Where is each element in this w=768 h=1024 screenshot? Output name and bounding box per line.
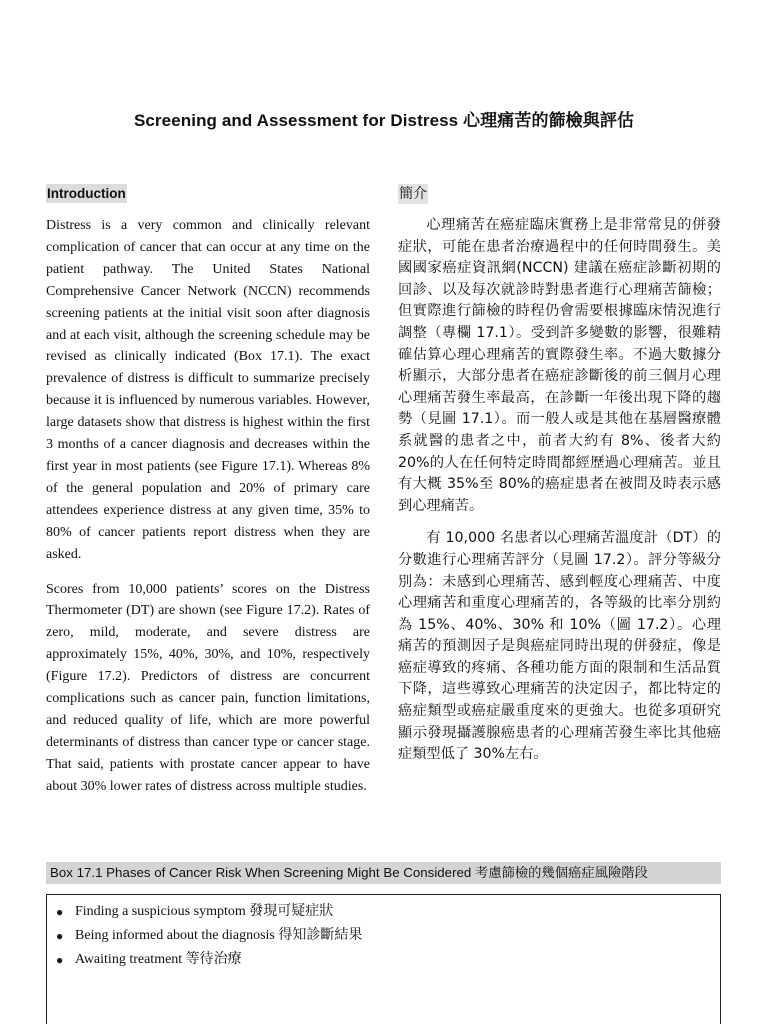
- introduction-heading: Introduction: [47, 186, 126, 201]
- box-item-text: Finding a suspicious symptom 發現可疑症狀: [75, 904, 334, 919]
- bullet-icon: ●: [56, 905, 64, 919]
- chinese-introduction-heading: 簡介: [399, 186, 427, 202]
- box-item-text: Awaiting treatment 等待治療: [75, 952, 242, 967]
- box-list-item: [47, 900, 720, 924]
- english-column: [46, 184, 370, 811]
- chinese-column: [398, 184, 721, 777]
- bullet-icon: ●: [56, 953, 64, 967]
- box-content: [46, 894, 721, 1024]
- bullet-icon: ●: [56, 929, 64, 943]
- box-item-text: Being informed about the diagnosis 得知診斷結果: [75, 928, 363, 943]
- english-paragraph-1: Distress is a very common and clinically relevant complication of cancer that can occur at any time on the patient pathway. The United States National Comprehensive Cancer Network (NCCN) recommends screening patients at the initial visit soon after diagnosis and at each visit, although the screening schedule may be revised as clinically indicated (Box 17.1). The exact prevalence of distress is difficult to summarize precisely because it is influenced by numerous variables. However, large datasets show that distress is highest within the first 3 months of a cancer diagnosis and decreases within the first year in most patients (see Figure 17.1). Whereas 8% of the general population and 20% of primary care attendees experience distress at any given time, 35% to 80% of cancer patients report distress when they are asked.: [46, 218, 370, 562]
- box-list-item: [47, 924, 720, 948]
- english-paragraph-2: Scores from 10,000 patients’ scores on the Distress Thermometer (DT) are shown (see Figure 17.2). Rates of zero, mild, moderate, and severe distress are approximately 15%, 40%, 30%, and 10%, respectively (Figure 17.2). Predictors of distress are concurrent complications such as cancer pain, function limitations, and reduced quality of life, which are more powerful determinants of distress than cancer type or cancer stage. That said, patients with prostate cancer appear to have about 30% lower rates of distress across multiple studies.: [46, 581, 370, 794]
- chinese-paragraph-2: 有 10,000 名患者以心理痛苦溫度計（DT）的分數進行心理痛苦評分（見圖 17.2）。評分等級分別為：未感到心理痛苦、感到輕度心理痛苦、中度心理痛苦和重度心理痛苦的，各等級的比率分別約為 15%、40%、30% 和 10%（圖 17.2）。心理痛苦的預測因子是與癌症同時出現的併發症，像是癌症導致的疼痛、各種功能方面的限制和生活品質下降，這些導致心理痛苦的決定因子，都比特定的癌症類型或癌症嚴重度來的更強大。也從多項研究顯示發現攝護腺癌患者的心理痛苦發生率比其他癌症類型低了 30%左右。: [398, 530, 721, 763]
- page-title: Screening and Assessment for Distress 心理痛苦的篩檢與評估: [133, 111, 635, 130]
- chinese-paragraph-1: 心理痛苦在癌症臨床實務上是非常常見的併發症狀，可能在患者治療過程中的任何時間發生。美國國家癌症資訊網(NCCN) 建議在癌症診斷初期的回診、以及每次就診時對患者進行心理痛苦篩檢；但實際進行篩檢的時程仍會需要根據臨床情況進行調整（專欄 17.1）。受到許多變數的影響，很難精確估算心理心理痛苦的實際發生率。不過大數據分析顯示，大部分患者在癌症診斷後的前三個月心理心理痛苦發生率最高，在診斷一年後出現下降的趨勢（見圖 17.1）。而一般人或是其他在基層醫療體系就醫的患者之中，前者大約有 8%、後者大約20%的人在任何特定時間都經歷過心理痛苦。並且有大概 35%至 80%的癌症患者在被問及時表示感到心理痛苦。: [398, 217, 721, 514]
- box-title: Box 17.1 Phases of Cancer Risk When Screening Might Be Considered 考慮篩檢的幾個癌症風險階段: [46, 862, 721, 884]
- box-list-item: [47, 948, 720, 972]
